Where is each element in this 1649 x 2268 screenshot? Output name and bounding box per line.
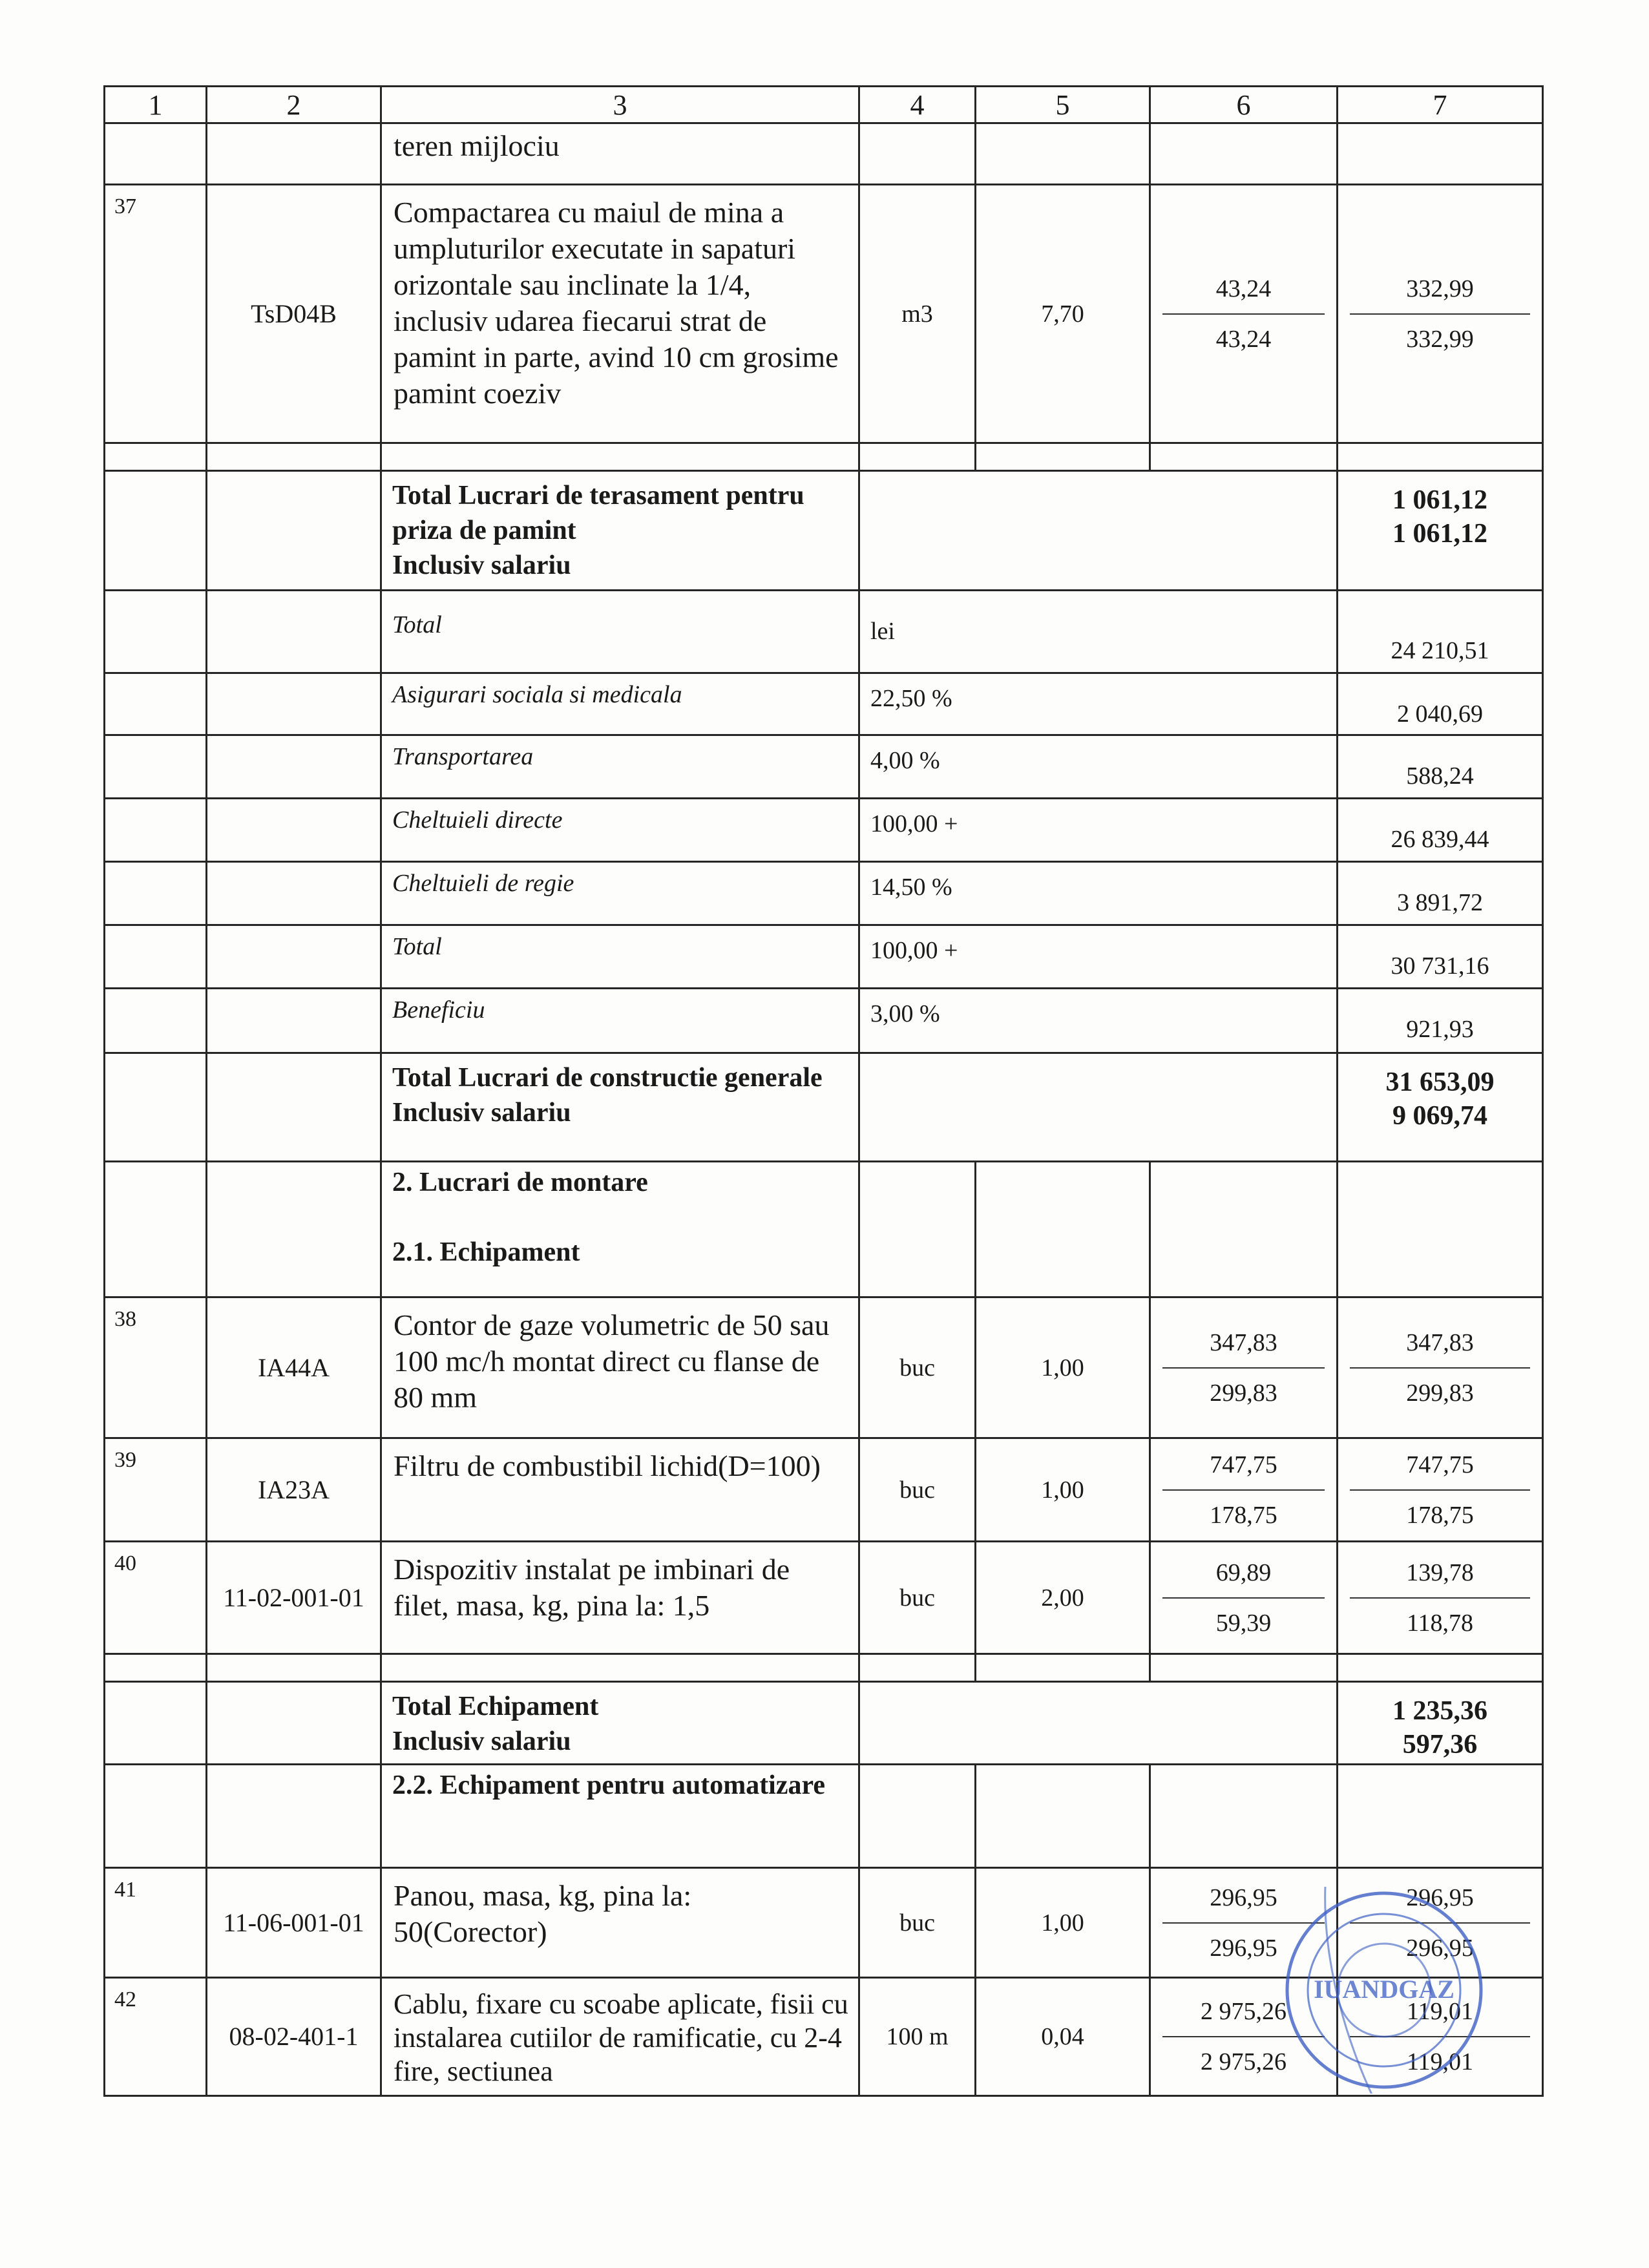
total-price: 332,99 332,99 <box>1338 185 1543 443</box>
unit: buc <box>859 1542 976 1654</box>
row-number: 40 <box>105 1542 207 1654</box>
item-description: Filtru de combustibil lichid(D=100) <box>381 1438 859 1542</box>
unit-price: 296,95 296,95 <box>1150 1868 1338 1978</box>
summary-row <box>105 989 1543 1053</box>
summary-rate: 100,00 + <box>859 799 1338 862</box>
summary-row <box>105 799 1543 862</box>
item-description: Dispozitiv instalat pe imbinari de filet, masa, kg, pina la: 1,5 <box>381 1542 859 1654</box>
row-number: 38 <box>105 1297 207 1438</box>
total-price: 139,78 118,78 <box>1338 1542 1543 1654</box>
total-values: 1 061,12 1 061,12 <box>1338 471 1543 591</box>
summary-row <box>105 591 1543 673</box>
stamp-text: IUANDGAZ <box>1314 1975 1455 2004</box>
summary-amount: 2 040,69 <box>1338 673 1543 735</box>
row-number: 39 <box>105 1438 207 1542</box>
row-number: 41 <box>105 1868 207 1978</box>
quantity: 1,00 <box>976 1297 1150 1438</box>
summary-rate: 3,00 % <box>859 989 1338 1053</box>
summary-rate: 100,00 + <box>859 925 1338 989</box>
total-price: 296,95 296,95 <box>1338 1868 1543 1978</box>
col-header: 7 <box>1338 87 1543 123</box>
unit-price: 69,89 59,39 <box>1150 1542 1338 1654</box>
unit-price: 2 975,26 2 975,26 <box>1150 1978 1338 2096</box>
summary-label: Transportarea <box>381 735 859 799</box>
total-row <box>105 471 1543 591</box>
table-row <box>105 185 1543 443</box>
unit-price: 747,75 178,75 <box>1150 1438 1338 1542</box>
unit-price: 43,24 43,24 <box>1150 185 1338 443</box>
summary-amount: 3 891,72 <box>1338 862 1543 925</box>
summary-amount: 24 210,51 <box>1338 591 1543 673</box>
summary-amount: 921,93 <box>1338 989 1543 1053</box>
summary-label: Asigurari sociala si medicala <box>381 673 859 735</box>
norm-code: 11-02-001-01 <box>207 1542 381 1654</box>
total-price: 747,75 178,75 <box>1338 1438 1543 1542</box>
table-row <box>105 1438 1543 1542</box>
company-stamp <box>1281 1887 1487 2094</box>
quantity: 2,00 <box>976 1542 1150 1654</box>
header-row <box>105 87 1543 123</box>
item-description: Panou, masa, kg, pina la: 50(Corector) <box>381 1868 859 1978</box>
summary-label: Cheltuieli de regie <box>381 862 859 925</box>
item-description: Cablu, fixare cu scoabe aplicate, fisii cu instalarea cutiilor de ramificatie, cu 2-4 fire, sectiunea <box>381 1978 859 2096</box>
row-number: 42 <box>105 1978 207 2096</box>
continued-description: teren mijlociu <box>381 123 859 185</box>
summary-label: Beneficiu <box>381 989 859 1053</box>
table-row <box>105 1542 1543 1654</box>
unit: buc <box>859 1438 976 1542</box>
norm-code: TsD04B <box>207 185 381 443</box>
total-label: Total Lucrari de constructie generale Inclusiv salariu <box>381 1053 859 1162</box>
section-row <box>105 1765 1543 1868</box>
total-row <box>105 1053 1543 1162</box>
summary-row <box>105 673 1543 735</box>
summary-label: Cheltuieli directe <box>381 799 859 862</box>
section-title: 2.2. Echipament pentru automatizare <box>381 1765 859 1868</box>
quantity: 1,00 <box>976 1438 1150 1542</box>
row-number: 37 <box>105 185 207 443</box>
separator-row <box>105 1654 1543 1682</box>
continuation-row <box>105 123 1543 185</box>
summary-amount: 30 731,16 <box>1338 925 1543 989</box>
separator-row <box>105 443 1543 471</box>
total-values: 31 653,09 9 069,74 <box>1338 1053 1543 1162</box>
unit: m3 <box>859 185 976 443</box>
summary-row <box>105 735 1543 799</box>
section-row <box>105 1162 1543 1297</box>
summary-rate: lei <box>859 591 1338 673</box>
summary-label: Total <box>381 925 859 989</box>
item-description: Compactarea cu maiul de mina a umpluturilor executate in sapaturi orizontale sau inclinate la 1/4, inclusiv udarea fiecarui strat de pamint in parte, avind 10 cm grosime pamint coeziv <box>381 185 859 443</box>
summary-amount: 588,24 <box>1338 735 1543 799</box>
unit: buc <box>859 1868 976 1978</box>
total-price: 119,01 119,01 <box>1338 1978 1543 2096</box>
quantity: 7,70 <box>976 185 1150 443</box>
col-header: 5 <box>976 87 1150 123</box>
summary-rate: 14,50 % <box>859 862 1338 925</box>
summary-row <box>105 925 1543 989</box>
quantity: 1,00 <box>976 1868 1150 1978</box>
estimate-table <box>103 85 1544 2097</box>
norm-code: IA23A <box>207 1438 381 1542</box>
quantity: 0,04 <box>976 1978 1150 2096</box>
total-price: 347,83 299,83 <box>1338 1297 1543 1438</box>
col-header: 1 <box>105 87 207 123</box>
table-row <box>105 1297 1543 1438</box>
unit: 100 m <box>859 1978 976 2096</box>
col-header: 2 <box>207 87 381 123</box>
summary-label: Total <box>381 591 859 673</box>
norm-code: 08-02-401-1 <box>207 1978 381 2096</box>
summary-rate: 22,50 % <box>859 673 1338 735</box>
total-label: Total Echipament Inclusiv salariu <box>381 1682 859 1765</box>
total-values: 1 235,36 597,36 <box>1338 1682 1543 1765</box>
col-header: 3 <box>381 87 859 123</box>
unit: buc <box>859 1297 976 1438</box>
norm-code: IA44A <box>207 1297 381 1438</box>
summary-row <box>105 862 1543 925</box>
col-header: 6 <box>1150 87 1338 123</box>
norm-code: 11-06-001-01 <box>207 1868 381 1978</box>
total-label: Total Lucrari de terasament pentru priza de pamint Inclusiv salariu <box>381 471 859 591</box>
summary-rate: 4,00 % <box>859 735 1338 799</box>
summary-amount: 26 839,44 <box>1338 799 1543 862</box>
item-description: Contor de gaze volumetric de 50 sau 100 mc/h montat direct cu flanse de 80 mm <box>381 1297 859 1438</box>
unit-price: 347,83 299,83 <box>1150 1297 1338 1438</box>
total-row <box>105 1682 1543 1765</box>
section-title: 2. Lucrari de montare 2.1. Echipament <box>381 1162 859 1297</box>
col-header: 4 <box>859 87 976 123</box>
